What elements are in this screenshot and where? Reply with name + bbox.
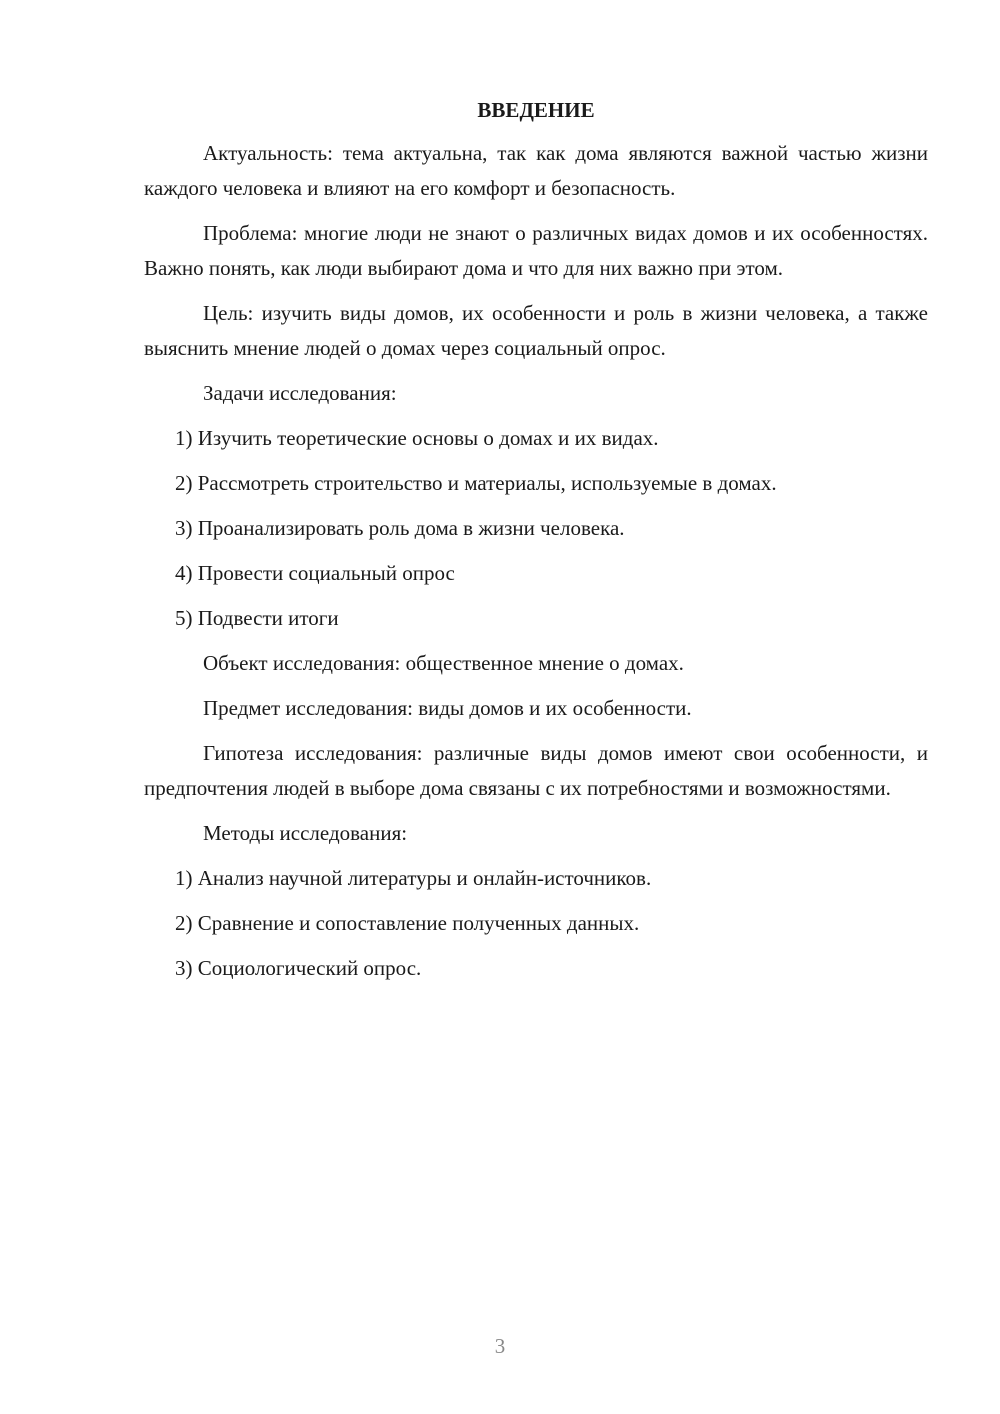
document-page: [144, 92, 928, 996]
problem-paragraph: Проблема: многие люди не знают о различных видах домов и их особенностях. Важно понять, как люди выбирают дома и что для них важно при этом.: [144, 221, 928, 280]
section-title: ВВЕДЕНИЕ: [477, 98, 595, 122]
task-item: 5) Подвести итоги: [175, 606, 339, 630]
hypothesis-paragraph: Гипотеза исследования: различные виды домов имеют свои особенности, и предпочтения людей в выборе дома связаны с их потребностями и возможностями.: [144, 741, 928, 800]
research-subject: Предмет исследования: виды домов и их особенности.: [203, 696, 692, 720]
task-item: 4) Провести социальный опрос: [175, 561, 455, 585]
goal-paragraph: Цель: изучить виды домов, их особенности и роль в жизни человека, а также выяснить мнение людей о домах через социальный опрос.: [144, 301, 928, 360]
task-item: 3) Проанализировать роль дома в жизни человека.: [175, 516, 625, 540]
methods-list: [144, 861, 928, 986]
page-number: 3: [494, 1334, 506, 1358]
tasks-heading: Задачи исследования:: [203, 381, 397, 405]
research-object: Объект исследования: общественное мнение о домах.: [203, 651, 684, 675]
method-item: 1) Анализ научной литературы и онлайн-источников.: [175, 866, 652, 890]
relevance-paragraph: Актуальность: тема актуальна, так как дома являются важной частью жизни каждого человека и влияют на его комфорт и безопасность.: [144, 141, 928, 200]
method-item: 2) Сравнение и сопоставление полученных данных.: [175, 911, 640, 935]
tasks-list: [144, 421, 928, 636]
task-item: 2) Рассмотреть строительство и материалы, используемые в домах.: [175, 471, 777, 495]
task-item: 1) Изучить теоретические основы о домах и их видах.: [175, 426, 659, 450]
methods-heading: Методы исследования:: [203, 821, 408, 845]
method-item: 3) Социологический опрос.: [175, 956, 422, 980]
